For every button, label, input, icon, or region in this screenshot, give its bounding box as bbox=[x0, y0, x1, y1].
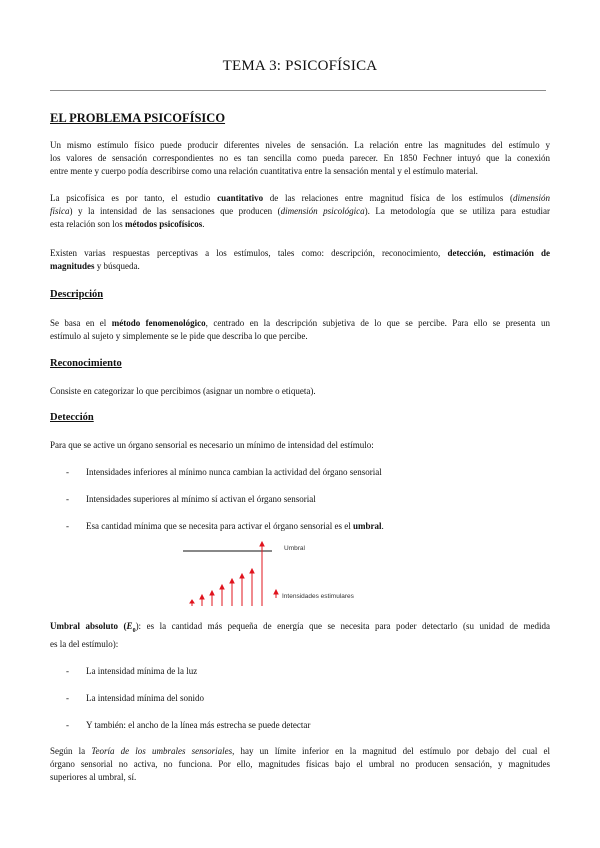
bullet-dash: - bbox=[66, 693, 69, 703]
text-run: ): es la cantidad más pequeña de energía que se necesita para poder detectarlo (su unidad de medida bbox=[135, 621, 550, 631]
intro-line: entre mente y cuerpo podía describirse como una relación cuantitativa entre la sensación mental y el estímulo material. bbox=[50, 166, 478, 176]
teoria-paragraph bbox=[50, 745, 550, 784]
text-run: Existen varias respuestas perceptivas a los estímulos, tales como: descripción, reconocimiento, bbox=[50, 248, 448, 258]
bold-term: umbral bbox=[352, 521, 382, 531]
bullet-dash: - bbox=[66, 467, 69, 477]
list-item bbox=[66, 493, 316, 506]
intro-line: los valores de sensación correspondientes no es tan sencilla como pueda parecer. En 1850 Fechner intuyó que la conexión bbox=[50, 153, 550, 163]
paragraph-line bbox=[50, 205, 550, 218]
threshold-label: Umbral bbox=[284, 545, 305, 552]
italic-term: Teoría de los umbrales sensoriales bbox=[91, 746, 233, 756]
text-run: Según la bbox=[50, 746, 92, 756]
threshold-diagram bbox=[180, 540, 380, 610]
reconocimiento-paragraph bbox=[50, 385, 550, 398]
bold-term: métodos psicofísicos bbox=[124, 219, 203, 229]
paragraph-line: es la del estímulo): bbox=[50, 638, 119, 649]
paragraph-line: Consiste en categorizar lo que percibimos (asignar un nombre o etiqueta). bbox=[50, 386, 316, 396]
paragraph-line bbox=[50, 260, 550, 273]
text-run: , hay un límite inferior en la magnitud del estímulo por debajo del cual el bbox=[232, 746, 550, 756]
text-run: , centrado en la descripción subjetiva de lo que se percibe. Para ello se presenta un bbox=[205, 318, 551, 328]
list-item-text: Intensidades inferiores al mínimo nunca cambian la actividad del órgano sensorial bbox=[86, 467, 382, 477]
bold-term: detección, estimación de bbox=[447, 248, 550, 258]
paragraph-line: estímulo al sujeto y simplemente se le pide que describa lo que percibe. bbox=[50, 331, 308, 341]
psicofisica-paragraph bbox=[50, 192, 550, 231]
bold-term: Umbral absoluto ( bbox=[50, 621, 127, 631]
text-run: Esa cantidad mínima que se necesita para activar el órgano sensorial es el bbox=[86, 521, 353, 531]
text-run: esta relación son los bbox=[50, 219, 125, 229]
symbol-subscript: 0 bbox=[132, 627, 136, 634]
list-item bbox=[66, 520, 384, 533]
symbol: E bbox=[126, 621, 133, 631]
list-item-text: La intensidad mínima del sonido bbox=[86, 693, 204, 703]
intro-line: Un mismo estímulo físico puede producir diferentes niveles de sensación. La relación entre las magnitudes del estímulo y bbox=[50, 140, 550, 150]
stimulus-arrow bbox=[220, 585, 224, 606]
section-heading: EL PROBLEMA PSICOFÍSICO bbox=[50, 111, 226, 125]
paragraph-line: Para que se active un órgano sensorial es necesario un mínimo de intensidad del estímulo: bbox=[50, 440, 374, 450]
paragraph-line bbox=[50, 218, 550, 231]
bold-term: magnitudes bbox=[50, 261, 95, 271]
list-item-text: Y también: el ancho de la línea más estrecha se puede detectar bbox=[86, 720, 311, 730]
stimulus-arrow bbox=[190, 600, 194, 606]
bold-term: método fenomenológico bbox=[111, 318, 206, 328]
bold-term: cuantitativo bbox=[217, 193, 264, 203]
legend-label: Intensidades estimulares bbox=[282, 593, 354, 600]
bullet-dash: - bbox=[66, 521, 69, 531]
italic-term: física bbox=[50, 206, 70, 216]
stimulus-arrow bbox=[200, 595, 204, 606]
descripcion-paragraph bbox=[50, 317, 550, 343]
title-divider bbox=[50, 90, 546, 91]
umbral-absoluto-paragraph bbox=[50, 620, 550, 651]
paragraph-line bbox=[50, 317, 550, 330]
paragraph-line: órgano sensorial no activa, no funciona. Por ello, magnitudes físicas bajo el umbral no producen sensación, y magnitudes bbox=[50, 759, 550, 769]
list-item bbox=[66, 665, 197, 678]
paragraph-line bbox=[50, 247, 550, 260]
bullet-dash: - bbox=[66, 666, 69, 676]
list-item bbox=[66, 692, 204, 705]
bullet-dash: - bbox=[66, 720, 69, 730]
text-run: y búsqueda. bbox=[94, 261, 140, 271]
text-run: . bbox=[202, 219, 205, 229]
intro-paragraph bbox=[50, 139, 550, 178]
legend-arrow bbox=[274, 590, 278, 598]
text-run: . bbox=[381, 521, 384, 531]
text-run: ). La metodología que se utiliza para estudiar bbox=[364, 206, 550, 216]
list-item bbox=[66, 719, 310, 732]
stimulus-arrow bbox=[240, 574, 244, 606]
page-title: TEMA 3: PSICOFÍSICA bbox=[222, 58, 378, 74]
list-item bbox=[66, 466, 382, 479]
reconocimiento-heading: Reconocimiento bbox=[50, 358, 122, 369]
paragraph-line bbox=[50, 620, 550, 638]
bullet-dash: - bbox=[66, 494, 69, 504]
stimulus-arrow bbox=[210, 591, 214, 606]
respuestas-paragraph bbox=[50, 247, 550, 273]
deteccion-heading: Detección bbox=[50, 412, 94, 423]
paragraph-line bbox=[50, 192, 550, 205]
text-run: Se basa en el bbox=[50, 318, 112, 328]
deteccion-paragraph bbox=[50, 439, 550, 452]
italic-term: dimensión bbox=[513, 193, 550, 203]
text-run: ) y la intensidad de las sensaciones que producen ( bbox=[69, 206, 281, 216]
list-item-text: Intensidades superiores al mínimo sí activan el órgano sensorial bbox=[86, 494, 316, 504]
paragraph-line bbox=[50, 745, 550, 758]
paragraph-line: superiores al umbral, sí. bbox=[50, 772, 137, 782]
list-item-text: La intensidad mínima de la luz bbox=[86, 666, 198, 676]
text-run: La psicofísica es por tanto, el estudio bbox=[50, 193, 218, 203]
stimulus-arrow bbox=[260, 542, 264, 606]
descripcion-heading: Descripción bbox=[50, 289, 104, 300]
italic-term: dimensión psicológica bbox=[280, 206, 365, 216]
stimulus-arrows bbox=[190, 542, 278, 606]
stimulus-arrow bbox=[250, 569, 254, 606]
text-run: de las relaciones entre magnitud física de los estímulos ( bbox=[263, 193, 513, 203]
stimulus-arrow bbox=[230, 579, 234, 606]
